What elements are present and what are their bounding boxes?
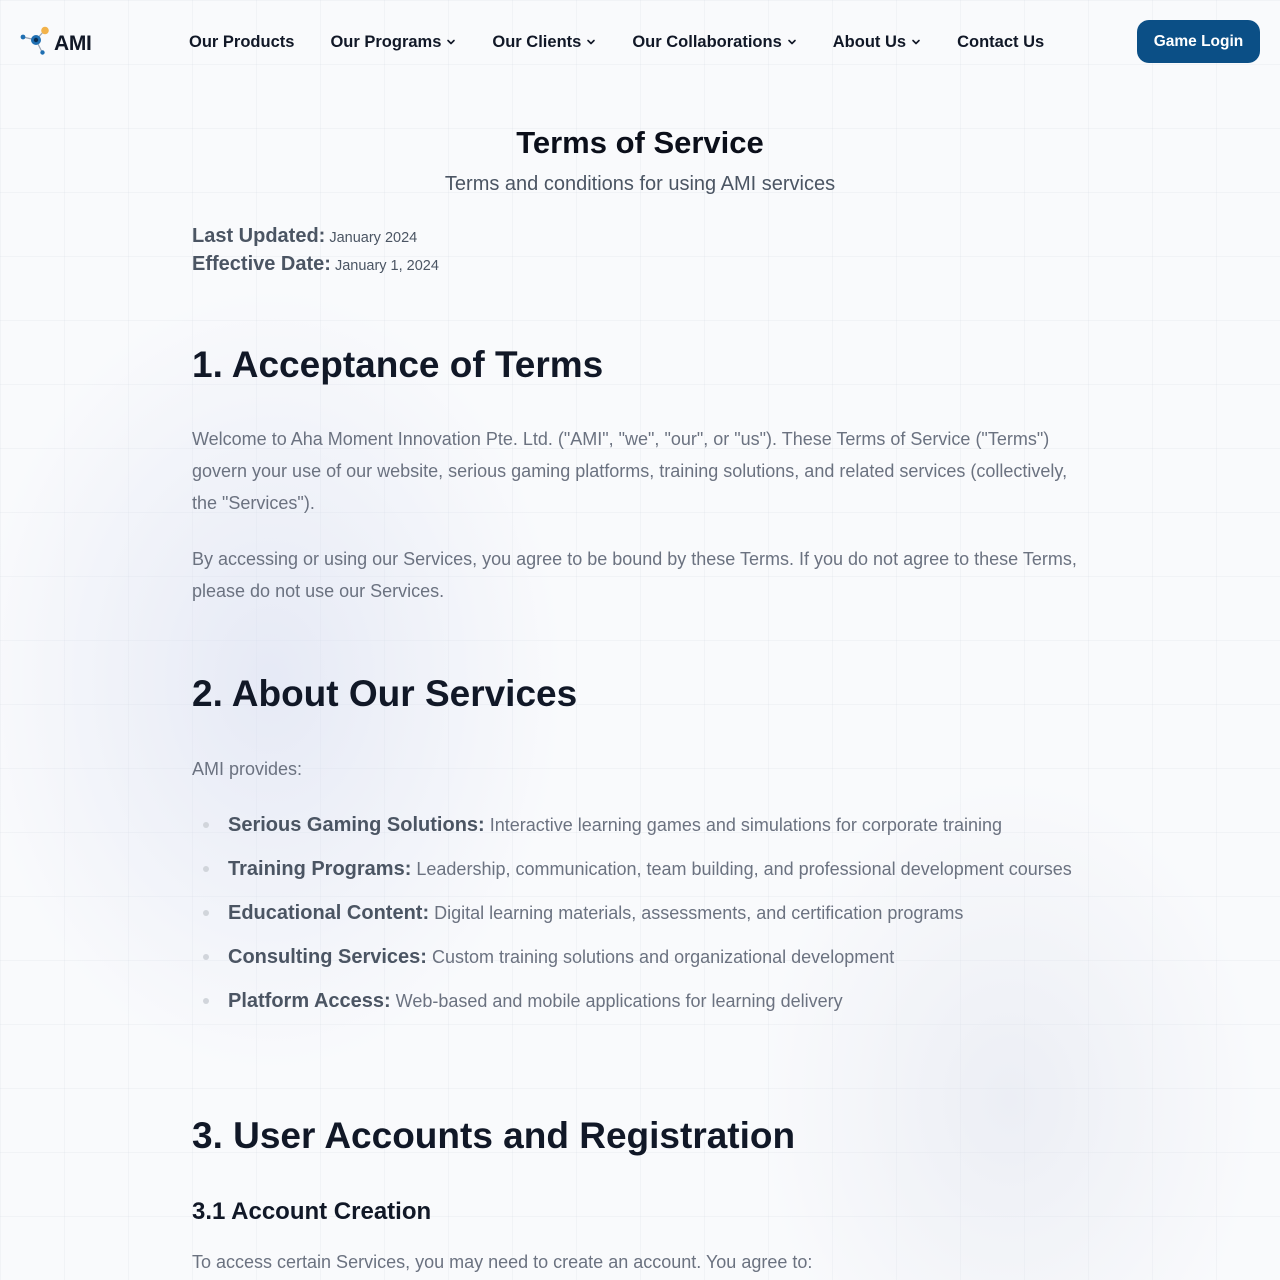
- list-item-term: Platform Access:: [228, 990, 391, 1012]
- nav-label: Our Collaborations: [632, 32, 782, 51]
- list-item: [192, 941, 1082, 973]
- chevron-down-icon: [586, 37, 596, 47]
- list-item-term: Serious Gaming Solutions:: [228, 814, 485, 836]
- page-title: Terms of Service: [516, 125, 764, 160]
- nav-label: Our Products: [189, 32, 295, 51]
- account-creation-intro: To access certain Services, you may need to create an account. You agree to:: [192, 1252, 813, 1272]
- acceptance-paragraph-1: Welcome to Aha Moment Innovation Pte. Ltd. ("AMI", "we", "our", or "us"). These Terms of Service ("Terms") govern your use of our website, serious gaming platforms, training solutions, and related services (collectively, the "Services").: [192, 429, 1068, 513]
- subsection-heading-account-creation: 3.1 Account Creation: [192, 1198, 432, 1225]
- section-heading-accounts: 3. User Accounts and Registration: [192, 1115, 796, 1156]
- chevron-down-icon: [911, 37, 921, 47]
- nav-our-collaborations[interactable]: [632, 33, 796, 52]
- effective-date-value: January 1, 2024: [334, 258, 439, 274]
- nav-contact-us[interactable]: [957, 33, 1044, 52]
- last-updated-value: January 2024: [329, 230, 418, 246]
- list-item: [192, 897, 1082, 929]
- last-updated: [192, 225, 417, 248]
- list-item-desc: Interactive learning games and simulations for corporate training: [489, 815, 1002, 835]
- game-login-button[interactable]: Game Login: [1137, 20, 1260, 63]
- list-item-desc: Leadership, communication, team building, and professional development courses: [416, 859, 1072, 879]
- nav-label: About Us: [832, 32, 907, 51]
- nav-label: Our Clients: [492, 32, 582, 51]
- list-item: [192, 853, 1082, 885]
- logo-text: AMI: [54, 32, 92, 55]
- main-nav: [189, 30, 1044, 54]
- list-item-term: Educational Content:: [228, 902, 430, 924]
- nav-label: Our Programs: [330, 32, 442, 51]
- services-intro: AMI provides:: [192, 759, 303, 779]
- list-item: [192, 809, 1082, 841]
- effective-date: [192, 253, 439, 276]
- site-header: [0, 0, 1280, 82]
- nav-our-programs[interactable]: [330, 33, 456, 52]
- chevron-down-icon: [446, 37, 456, 47]
- nav-our-products[interactable]: [189, 33, 294, 52]
- page-subtitle: Terms and conditions for using AMI services: [444, 173, 836, 195]
- list-item: [192, 985, 1082, 1017]
- nav-label: Contact Us: [957, 32, 1045, 51]
- list-item-desc: Custom training solutions and organizational development: [431, 947, 895, 967]
- last-updated-label: Last Updated:: [192, 225, 326, 247]
- list-item-term: Consulting Services:: [228, 946, 427, 968]
- molecule-logo-icon: [18, 24, 54, 60]
- nav-our-clients[interactable]: [492, 33, 596, 52]
- section-heading-services: 2. About Our Services: [192, 673, 578, 714]
- chevron-down-icon: [787, 37, 797, 47]
- effective-date-label: Effective Date:: [192, 253, 331, 275]
- list-item-term: Training Programs:: [228, 858, 412, 880]
- ami-logo[interactable]: [18, 24, 98, 60]
- acceptance-paragraph-2: By accessing or using our Services, you agree to be bound by these Terms. If you do not agree to these Terms, please do not use our Services.: [192, 549, 1077, 601]
- list-item-desc: Digital learning materials, assessments, and certification programs: [434, 903, 964, 923]
- nav-about-us[interactable]: [833, 33, 921, 52]
- services-list: [192, 809, 1082, 1029]
- list-item-desc: Web-based and mobile applications for learning delivery: [395, 991, 843, 1011]
- section-heading-acceptance: 1. Acceptance of Terms: [192, 344, 604, 385]
